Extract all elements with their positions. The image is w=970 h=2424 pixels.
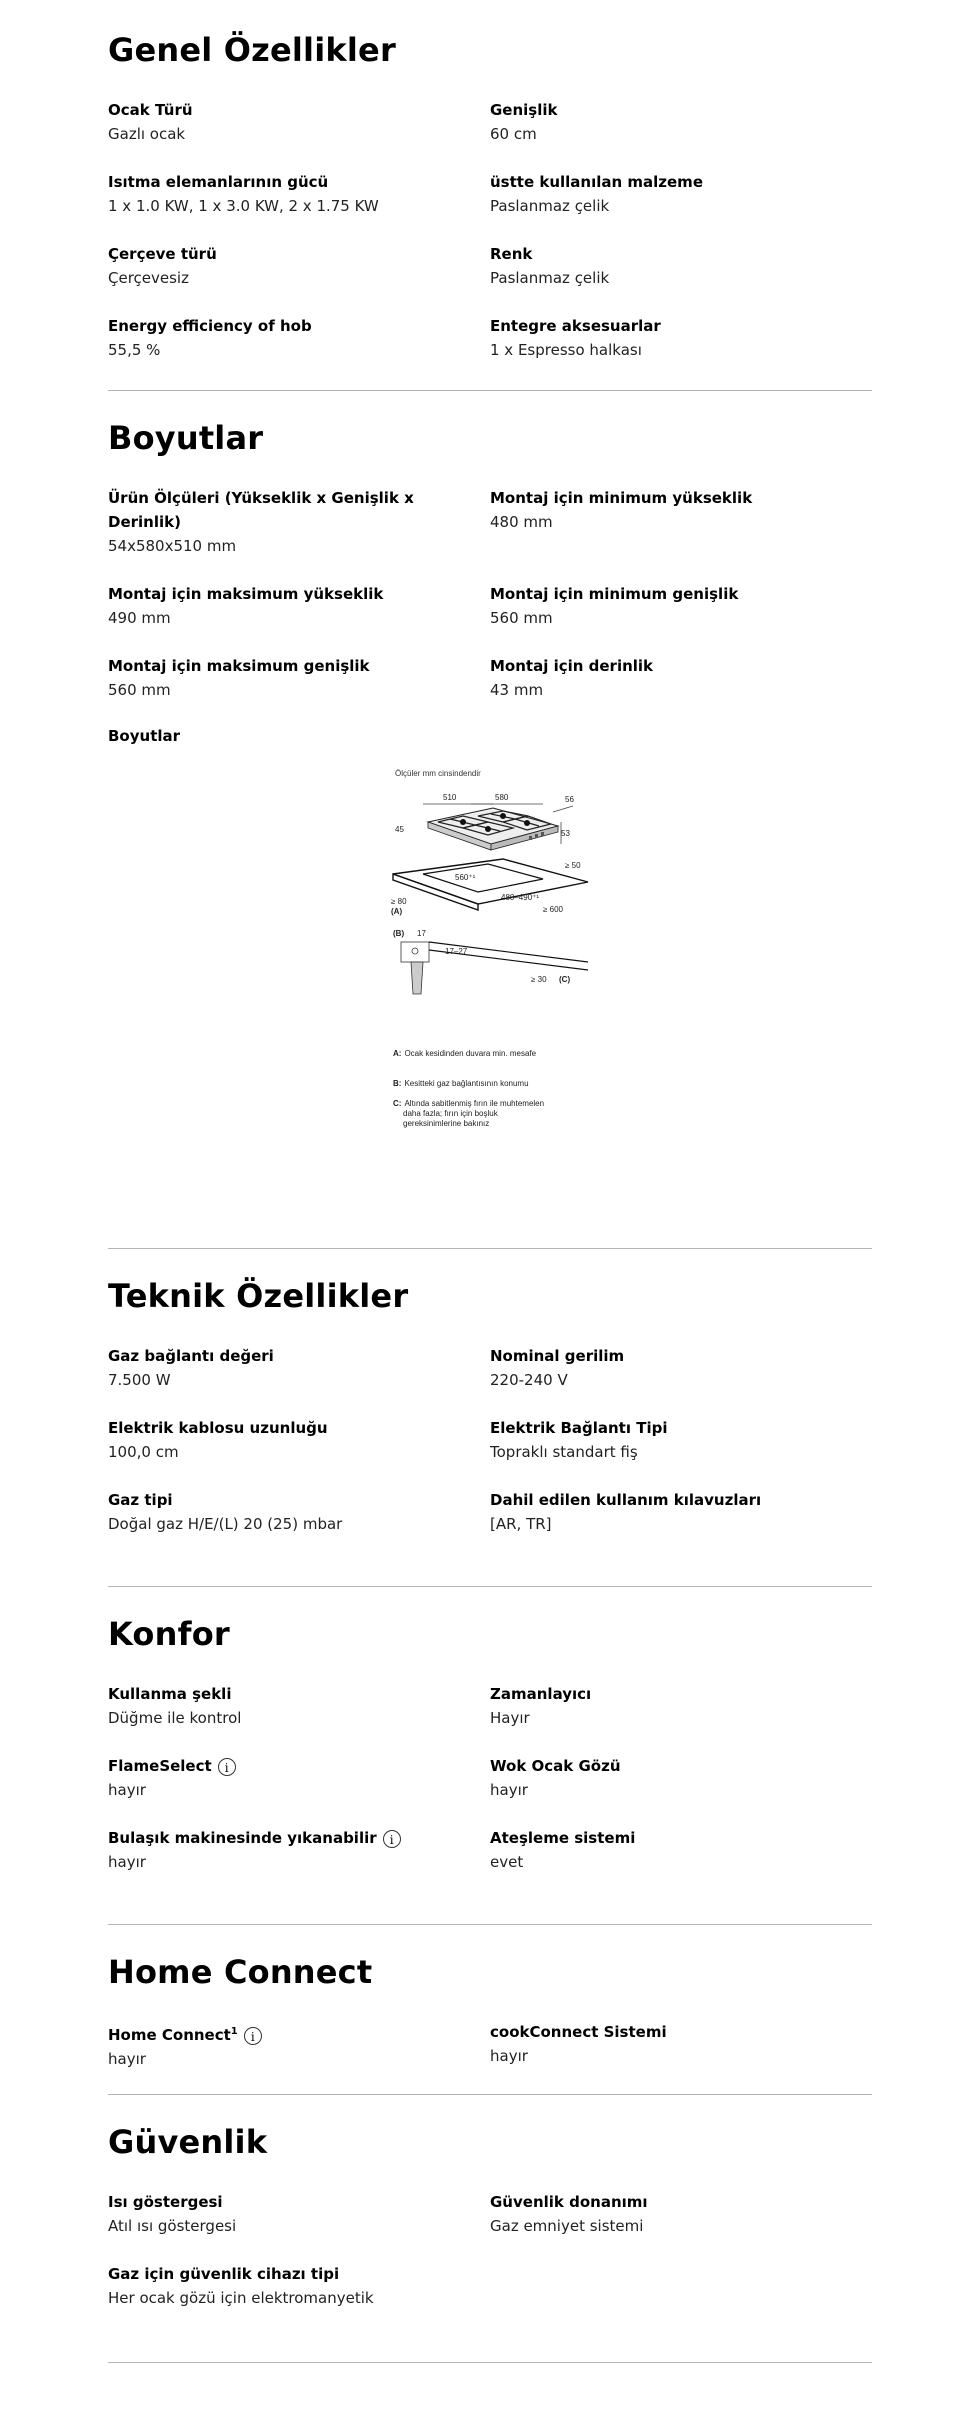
spec-label-row xyxy=(108,1754,438,1778)
spec-value: Gazlı ocak xyxy=(108,125,186,143)
spec-label: Gaz için güvenlik cihazı tipi xyxy=(108,2265,340,2283)
spec-label: Gaz tipi xyxy=(108,1491,173,1509)
spec-label: Gaz bağlantı değeri xyxy=(108,1347,274,1365)
dim-17: 17 xyxy=(417,929,426,938)
note-b-key: B: xyxy=(393,1079,402,1088)
spec-value: Çerçevesiz xyxy=(108,269,189,287)
note-a xyxy=(393,1049,537,1058)
spec-label: Bulaşık makinesinde yıkanabilir xyxy=(108,1829,377,1847)
spec-label: Elektrik kablosu uzunluğu xyxy=(108,1419,328,1437)
spec-item xyxy=(108,2020,490,2071)
section-guvenlik xyxy=(108,2122,872,2334)
spec-label: Elektrik Bağlantı Tipi xyxy=(490,1419,668,1437)
spec-value: [AR, TR] xyxy=(490,1515,552,1533)
spec-value: Doğal gaz H/E/(L) 20 (25) mbar xyxy=(108,1515,343,1533)
dim-50: ≥ 50 xyxy=(565,861,581,870)
spec-value: Topraklı standart fiş xyxy=(490,1443,638,1461)
spec-item xyxy=(108,2262,490,2310)
dim-c: (C) xyxy=(559,975,571,984)
section-title-konfor: Konfor xyxy=(108,1615,230,1653)
dim-a: (A) xyxy=(391,907,403,916)
spec-label: Wok Ocak Gözü xyxy=(490,1757,621,1775)
spec-item xyxy=(108,1416,490,1464)
spec-grid-genel xyxy=(108,98,872,386)
spec-label: Montaj için derinlik xyxy=(490,657,654,675)
section-home-connect xyxy=(108,1952,872,2095)
spec-item xyxy=(108,98,490,146)
spec-label: üstte kullanılan malzeme xyxy=(490,173,703,191)
section-title-home: Home Connect xyxy=(108,1953,373,1991)
dim-600: ≥ 600 xyxy=(543,905,563,914)
spec-label: Montaj için minimum yükseklik xyxy=(490,489,753,507)
spec-value: 55,5 % xyxy=(108,341,161,359)
spec-item xyxy=(490,2020,872,2071)
dim-510: 510 xyxy=(443,793,457,802)
section-title-teknik: Teknik Özellikler xyxy=(108,1277,409,1315)
spec-value: 490 mm xyxy=(108,609,171,627)
dim-80: ≥ 80 xyxy=(391,897,407,906)
spec-value: 1 x 1.0 KW, 1 x 3.0 KW, 2 x 1.75 KW xyxy=(108,197,379,215)
dim-45: 45 xyxy=(395,825,404,834)
spec-item xyxy=(108,486,490,558)
spec-label: Ürün Ölçüleri (Yükseklik x Genişlik x Derinlik) xyxy=(108,489,414,531)
dimension-drawing-svg xyxy=(383,764,603,1164)
spec-item xyxy=(490,1754,872,1802)
dim-17-27: 17–27 xyxy=(445,947,468,956)
spec-item xyxy=(490,582,872,630)
spec-item xyxy=(490,1344,872,1392)
spec-grid-boyutlar xyxy=(108,486,872,726)
spec-value: 560 mm xyxy=(108,681,171,699)
spec-item xyxy=(108,1682,490,1730)
spec-value: Gaz emniyet sistemi xyxy=(490,2217,644,2235)
spec-value: 560 mm xyxy=(490,609,553,627)
note-b xyxy=(393,1079,529,1088)
divider xyxy=(108,1248,872,1249)
drawing-header: Ölçüler mm cinsindendir xyxy=(395,769,481,778)
spec-value: 220-240 V xyxy=(490,1371,568,1389)
spec-value: hayır xyxy=(490,2047,528,2065)
divider xyxy=(108,2094,872,2095)
spec-item xyxy=(490,1682,872,1730)
spec-label: FlameSelect xyxy=(108,1757,212,1775)
spec-label: Isıtma elemanlarının gücü xyxy=(108,173,329,191)
spec-label: Isı göstergesi xyxy=(108,2193,223,2211)
divider xyxy=(108,2362,872,2363)
note-c-key: C: xyxy=(393,1099,402,1108)
spec-value: 100,0 cm xyxy=(108,1443,179,1461)
spec-grid-teknik xyxy=(108,1344,872,1560)
spec-label: Ateşleme sistemi xyxy=(490,1829,636,1847)
dim-53: 53 xyxy=(561,829,570,838)
spec-label: Nominal gerilim xyxy=(490,1347,625,1365)
section-title-genel: Genel Özellikler xyxy=(108,31,396,69)
section-boyutlar xyxy=(108,418,872,748)
spec-item xyxy=(108,1754,490,1802)
spec-item xyxy=(490,654,872,702)
spec-value: 1 x Espresso halkası xyxy=(490,341,642,359)
spec-value: Paslanmaz çelik xyxy=(490,269,610,287)
spec-label: Güvenlik donanımı xyxy=(490,2193,648,2211)
spec-item xyxy=(490,1488,872,1536)
note-a-text: Ocak kesidinden duvara min. mesafe xyxy=(404,1049,537,1058)
divider xyxy=(108,1924,872,1925)
note-c xyxy=(393,1099,544,1108)
dim-480-490: 480–490⁺¹ xyxy=(501,893,540,902)
section-title-boyutlar: Boyutlar xyxy=(108,419,264,457)
dimension-drawing xyxy=(383,764,603,1168)
spec-label: Home Connect xyxy=(108,2026,231,2044)
spec-item xyxy=(108,1826,490,1874)
spec-value: 43 mm xyxy=(490,681,544,699)
note-c-text-3: gereksinimlerine bakınız xyxy=(403,1119,490,1128)
spec-value: hayır xyxy=(108,1781,146,1799)
section-teknik xyxy=(108,1276,872,1560)
spec-label: Dahil edilen kullanım kılavuzları xyxy=(490,1491,762,1509)
spec-label-row xyxy=(108,2020,438,2047)
info-icon[interactable]: i xyxy=(218,1758,236,1776)
note-b-text: Kesitteki gaz bağlantısının konumu xyxy=(404,1079,529,1088)
spec-item xyxy=(108,2190,490,2238)
spec-label: Entegre aksesuarlar xyxy=(490,317,661,335)
info-icon[interactable]: i xyxy=(244,2027,262,2045)
divider xyxy=(108,1586,872,1587)
spec-label: Montaj için minimum genişlik xyxy=(490,585,739,603)
spec-value: hayır xyxy=(490,1781,528,1799)
divider xyxy=(108,390,872,391)
spec-label: Montaj için maksimum genişlik xyxy=(108,657,370,675)
spec-grid-home xyxy=(108,2020,872,2095)
section-title-guvenlik: Güvenlik xyxy=(108,2123,268,2161)
spec-label: Montaj için maksimum yükseklik xyxy=(108,585,384,603)
spec-item xyxy=(108,170,490,218)
dim-580: 580 xyxy=(495,793,509,802)
spec-value: Hayır xyxy=(490,1709,530,1727)
spec-label-row xyxy=(108,1826,488,1850)
note-a-key: A: xyxy=(393,1049,402,1058)
spec-value: Atıl ısı göstergesi xyxy=(108,2217,237,2235)
spec-item xyxy=(490,242,872,290)
section-genel xyxy=(108,30,872,386)
spec-item xyxy=(108,242,490,290)
spec-value: Paslanmaz çelik xyxy=(490,197,610,215)
spec-grid-guvenlik xyxy=(108,2190,872,2334)
spec-item xyxy=(108,582,490,630)
footnote-marker: 1 xyxy=(230,2026,238,2037)
spec-item xyxy=(108,654,490,702)
spec-label: Genişlik xyxy=(490,101,558,119)
spec-label: cookConnect Sistemi xyxy=(490,2023,667,2041)
spec-value: 60 cm xyxy=(490,125,537,143)
spec-label: Ocak Türü xyxy=(108,101,193,119)
spec-item xyxy=(108,1488,490,1536)
spec-value: hayır xyxy=(108,2050,146,2068)
drawing-label: Boyutlar xyxy=(108,727,181,745)
spec-value: 7.500 W xyxy=(108,1371,171,1389)
spec-item xyxy=(490,170,872,218)
spec-value: evet xyxy=(490,1853,524,1871)
spec-label: Renk xyxy=(490,245,533,263)
dim-560: 560⁺¹ xyxy=(455,873,476,882)
dim-56: 56 xyxy=(565,795,574,804)
spec-item xyxy=(490,486,872,558)
spec-item xyxy=(490,1416,872,1464)
spec-grid-konfor xyxy=(108,1682,872,1898)
note-c-text-1: Altında sabitlenmiş fırın ile muhtemelen xyxy=(404,1099,545,1108)
info-icon[interactable]: i xyxy=(383,1830,401,1848)
spec-label: Energy efficiency of hob xyxy=(108,317,312,335)
spec-value: 480 mm xyxy=(490,513,553,531)
spec-item xyxy=(490,98,872,146)
spec-value: 54x580x510 mm xyxy=(108,537,237,555)
section-konfor xyxy=(108,1614,872,1898)
spec-value: Düğme ile kontrol xyxy=(108,1709,242,1727)
note-c-text-2: daha fazla; fırın için boşluk xyxy=(403,1109,498,1118)
spec-item xyxy=(490,1826,872,1874)
dim-30: ≥ 30 xyxy=(531,975,547,984)
spec-item xyxy=(108,1344,490,1392)
dim-b: (B) xyxy=(393,929,405,938)
spec-item xyxy=(490,314,872,362)
spec-item xyxy=(108,314,490,362)
spec-label: Zamanlayıcı xyxy=(490,1685,592,1703)
spec-item xyxy=(490,2190,872,2238)
spec-label: Çerçeve türü xyxy=(108,245,217,263)
spec-value: Her ocak gözü için elektromanyetik xyxy=(108,2289,374,2307)
spec-value: hayır xyxy=(108,1853,146,1871)
spec-label: Kullanma şekli xyxy=(108,1685,232,1703)
